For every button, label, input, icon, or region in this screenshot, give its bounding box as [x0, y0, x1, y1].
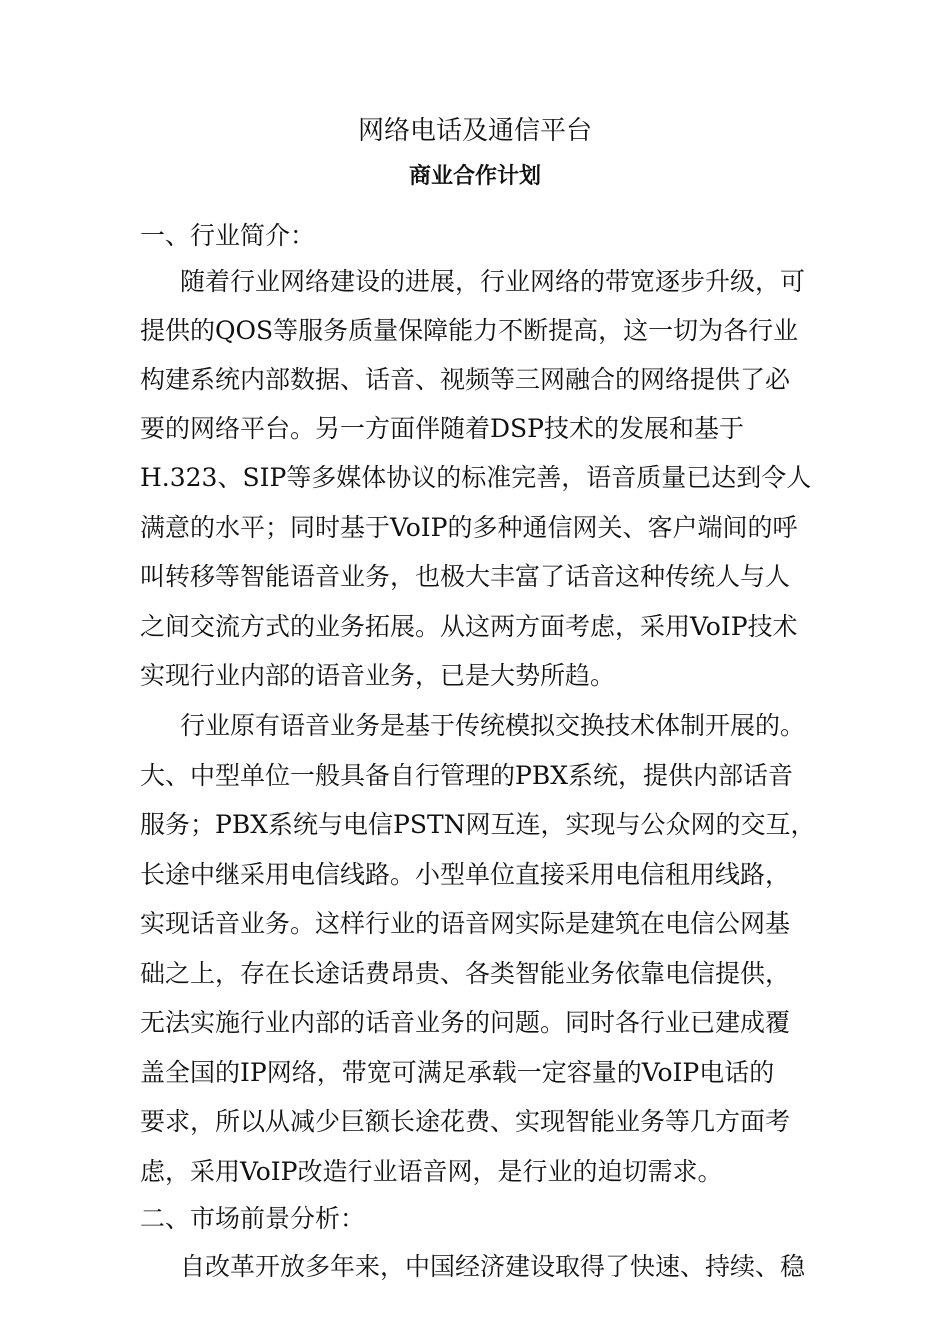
paragraph-line: 随着行业网络建设的进展，行业网络的带宽逐步升级，可 [180, 267, 806, 296]
paragraph-line: 构建系统内部数据、话音、视频等三网融合的网络提供了必 [140, 365, 791, 394]
paragraph-line: 行业原有语音业务是基于传统模拟交换技术体制开展的。 [180, 711, 806, 740]
paragraph-line: 实现话音业务。这样行业的语音网实际是建筑在电信公网基 [140, 909, 791, 938]
paragraph-line: 实现行业内部的语音业务，已是大势所趋。 [140, 661, 616, 690]
paragraph-line: H.323、SIP等多媒体协议的标准完善，语音质量已达到令人 [140, 463, 812, 492]
paragraph-line: 服务；PBX系统与电信PSTN网互连，实现与公众网的交互， [140, 810, 816, 839]
paragraph-line: 大、中型单位一般具备自行管理的PBX系统，提供内部话音 [140, 761, 793, 790]
paragraph-line: 要求，所以从减少巨额长途花费、实现智能业务等几方面考 [140, 1107, 791, 1136]
paragraph-line: 盖全国的IP网络，带宽可满足承载一定容量的VoIP电话的 [140, 1058, 775, 1087]
paragraph-line: 长途中继采用电信线路。小型单位直接采用电信租用线路， [140, 860, 791, 889]
paragraph-line: 础之上，存在长途话费昂贵、各类智能业务依靠电信提供， [140, 959, 791, 988]
paragraph-line: 之间交流方式的业务拓展。从这两方面考虑，采用VoIP技术 [140, 612, 798, 641]
paragraph-line: 虑，采用VoIP改造行业语音网，是行业的迫切需求。 [140, 1157, 723, 1186]
paragraph-line: 无法实施行业内部的话音业务的问题。同时各行业已建成覆 [140, 1008, 791, 1037]
document-title: 网络电话及通信平台 [357, 116, 592, 146]
document-subtitle: 商业合作计划 [408, 164, 541, 189]
paragraph-line: 满意的水平；同时基于VoIP的多种通信网关、客户端间的呼 [140, 513, 798, 542]
section-heading-market-analysis: 二、市场前景分析： [140, 1204, 366, 1233]
paragraph-line: 要的网络平台。另一方面伴随着DSP技术的发展和基于 [140, 414, 744, 443]
section-heading-industry-intro: 一、行业简介： [140, 221, 316, 250]
paragraph-line: 叫转移等智能语音业务，也极大丰富了话音这种传统人与人 [140, 562, 791, 591]
paragraph-line: 提供的QOS等服务质量保障能力不断提高，这一切为各行业 [140, 316, 799, 345]
paragraph-line: 自改革开放多年来，中国经济建设取得了快速、持续、稳 [180, 1252, 806, 1281]
